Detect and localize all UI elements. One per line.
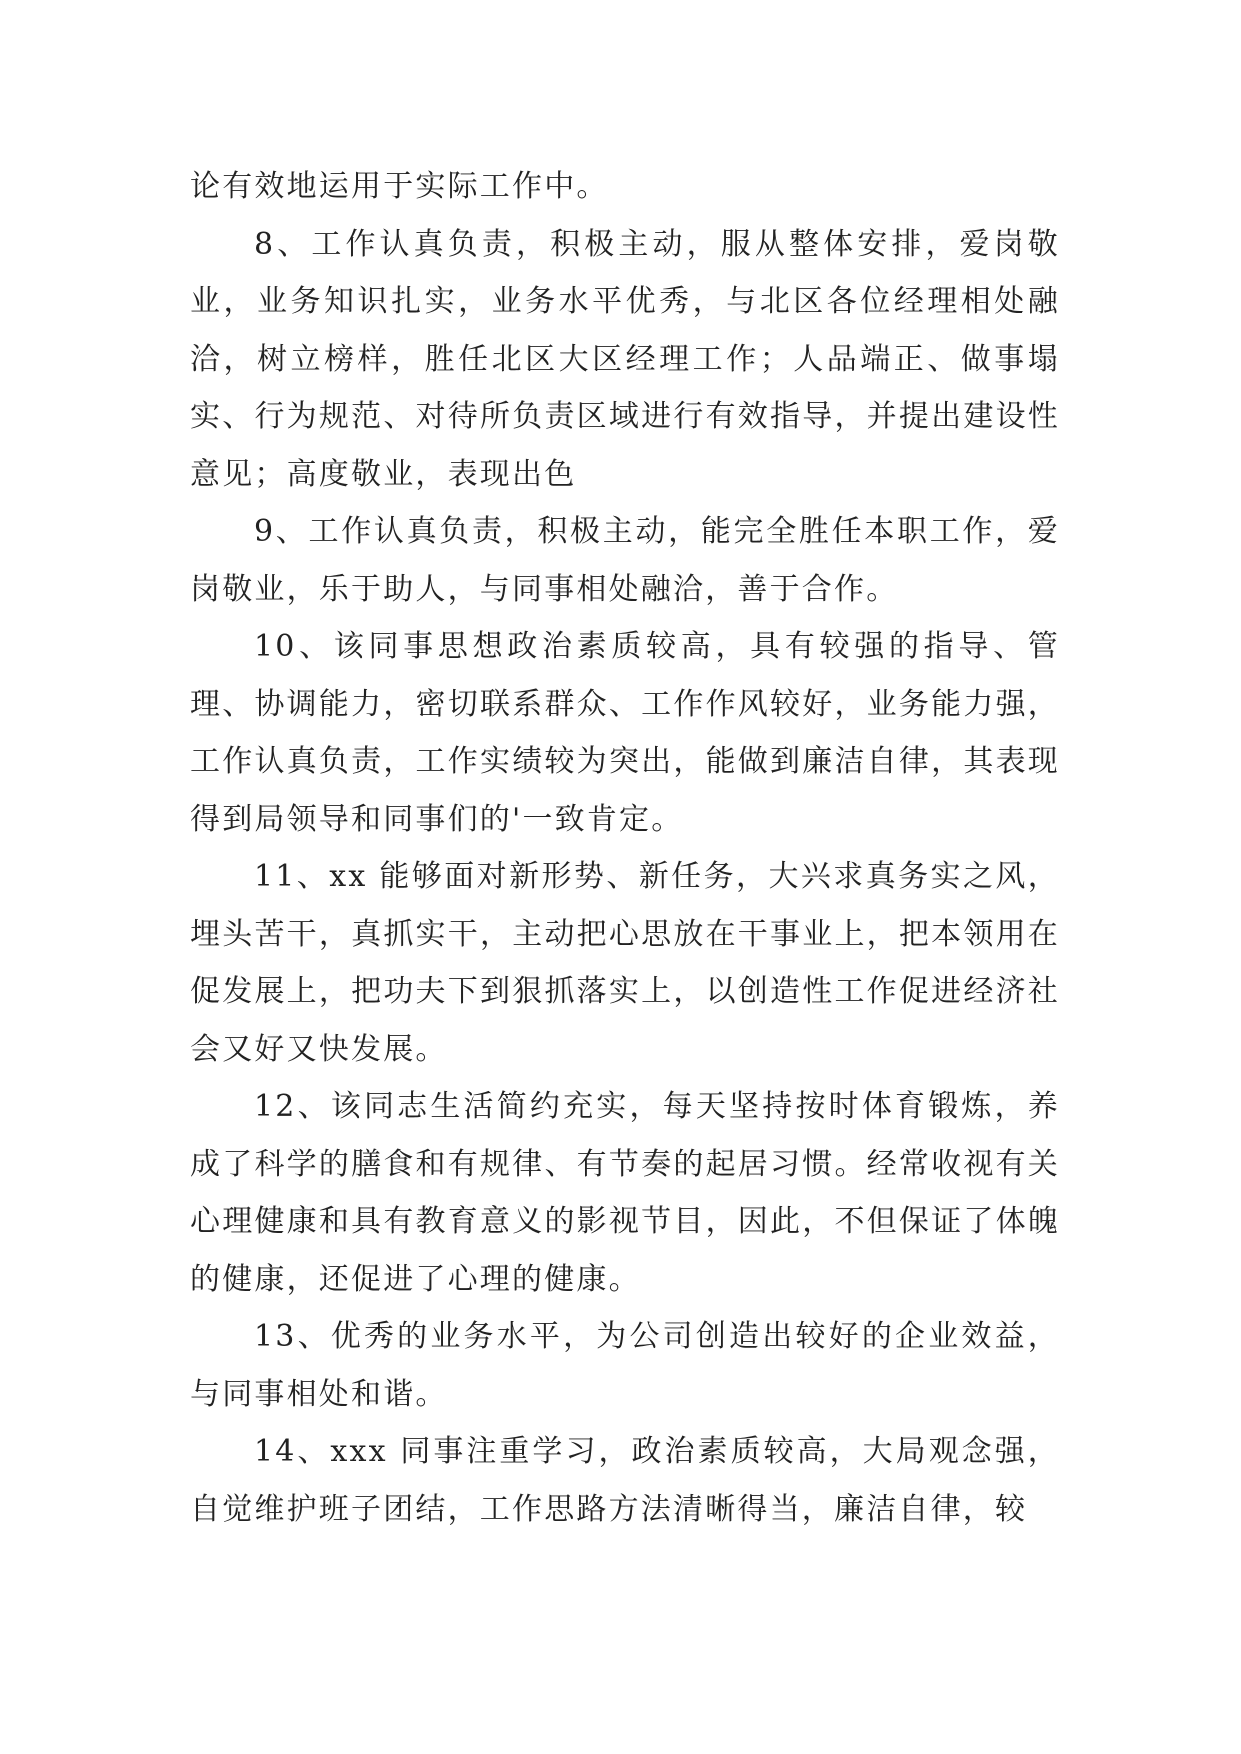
paragraph-14: 14、xxx 同事注重学习，政治素质较高，大局观念强，自觉维护班子团结，工作思路方法清晰得当，廉洁自律，较 (190, 1434, 1060, 1527)
paragraph-12: 12、该同志生活简约充实，每天坚持按时体育锻炼，养成了科学的膳食和有规律、有节奏的起居习惯。经常收视有关心理健康和具有教育意义的影视节目，因此，不但保证了体魄的健康，还促进了心理的健康。 (190, 1089, 1060, 1297)
paragraph-9: 9、工作认真负责，积极主动，能完全胜任本职工作，爱岗敬业，乐于助人，与同事相处融洽，善于合作。 (190, 514, 1060, 607)
document-body (190, 158, 1060, 1538)
paragraph-8: 8、工作认真负责，积极主动，服从整体安排，爱岗敬业，业务知识扎实，业务水平优秀，与北区各位经理相处融洽，树立榜样，胜任北区大区经理工作；人品端正、做事塌实、行为规范、对待所负责区域进行有效指导，并提出建设性意见；高度敬业，表现出色 (190, 226, 1060, 492)
paragraph-continued: 论有效地运用于实际工作中。 (190, 169, 609, 204)
paragraph-10: 10、该同事思想政治素质较高，具有较强的指导、管理、协调能力，密切联系群众、工作作风较好，业务能力强，工作认真负责，工作实绩较为突出，能做到廉洁自律，其表现得到局领导和同事们的'一致肯定。 (190, 629, 1060, 837)
paragraph-11: 11、xx 能够面对新形势、新任务，大兴求真务实之风，埋头苦干，真抓实干，主动把心思放在干事业上，把本领用在促发展上，把功夫下到狠抓落实上，以创造性工作促进经济社会又好又快发展。 (190, 859, 1060, 1067)
paragraph-13: 13、优秀的业务水平，为公司创造出较好的企业效益，与同事相处和谐。 (190, 1319, 1060, 1412)
